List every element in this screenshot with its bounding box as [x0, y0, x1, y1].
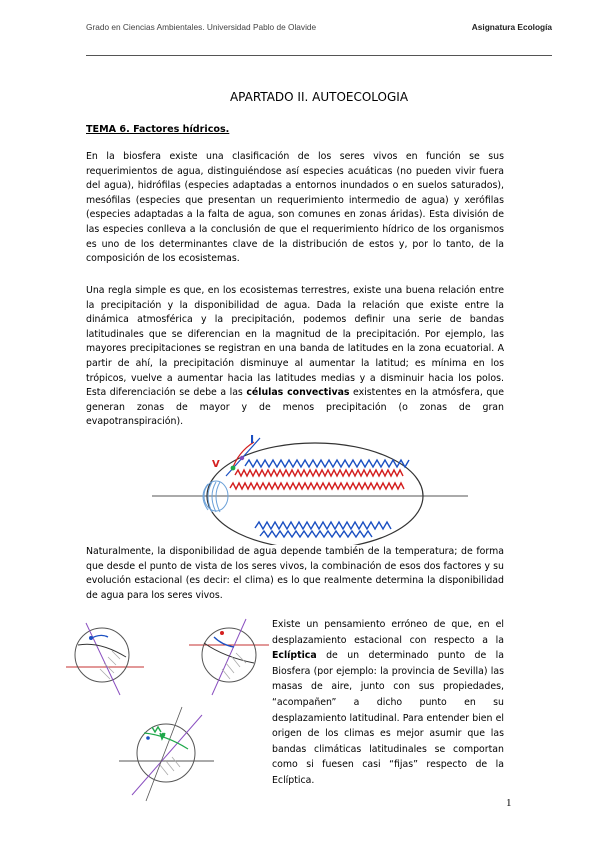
paragraph-ecliptic-text: Existe un pensamiento erróneo de que, en el desplazamiento estacional con respecto a la	[272, 619, 504, 646]
paragraph-precipitation	[86, 284, 504, 430]
seasonal-globes-figure	[64, 605, 269, 805]
paragraph-precipitation-text: Una regla simple es que, en los ecosistemas terrestres, existe una buena relación entre la precipitación y la disponibilidad de agua. Dada la relación que existe entre la dinámica atmosférica y la precipitación, podemos definir una serie de bandas latitudinales que se diferencian en la magnitud de la precipitación. Por ejemplo, las mayores precipitaciones se registran en una banda de latitudes en la zona ecuatorial. A partir de ahí, la precipitación disminuye al aumentar la latitud; es mínima en los trópicos, vuelve a aumentar hacia las latitudes medias y a disminuir hacia los polos. Esta diferenciación se debe a las	[86, 285, 504, 399]
term-convective-cells: células convectivas	[246, 387, 350, 399]
label-V: V	[212, 459, 220, 470]
paragraph-temperature: Naturalmente, la disponibilidad de agua depende también de la temperatura; de forma que desde el punto de vista de los seres vivos, la combinación de esos dos factores y su evolución estacional (es decir: el clima) es lo que realmente determina la disponibilidad de agua para los seres vivos.	[86, 546, 504, 601]
paragraph-ecliptic-text-end: de un determinado punto de la Biosfera (por ejemplo: la provincia de Sevilla) las masas de aire, junto con sus propiedades, “acompañen” a dicho punto en su desplazamiento latitudinal. Para entender bien el origen de los climas es mejor asumir que las bandas climáticas latitudinales se comportan como si fuesen casi “fijas” respecto de la Eclíptica.	[272, 650, 504, 786]
globe-left	[66, 623, 144, 695]
header-subject: Asignatura Ecología	[471, 22, 552, 32]
convection-globe-figure	[150, 430, 470, 545]
term-ecliptic: Eclíptica	[272, 650, 317, 662]
paragraph-ecliptic	[272, 617, 504, 789]
header-course: Grado en Ciencias Ambientales. Universidad Pablo de Olavide	[86, 22, 317, 32]
page-number: 1	[506, 797, 512, 809]
globe-bottom	[119, 707, 214, 801]
section-title: APARTADO II. AUTOECOLOGIA	[229, 90, 409, 104]
topic-title: TEMA 6. Factores hídricos.	[86, 124, 230, 135]
globe-right	[189, 619, 269, 695]
header-rule	[86, 55, 552, 56]
paragraph-water-requirements: En la biosfera existe una clasificación de los seres vivos en función se sus requerimientos de agua, distinguiéndose así especies acuáticas (no pueden vivir fuera del agua), hidrófilas (especies adaptadas a entornos inundados o en suelos saturados), mesófilas (especies que presentan un requerimiento intermedio de agua) y xerófilas (especies adaptadas a la falta de agua, son comunes en zonas áridas). Esta división de las especies conlleva a la conclusión de que el requerimiento hídrico de los organismos es uno de los determinantes clave de la distribución de estos y, por lo tanto, de la composición de los ecosistemas.	[86, 151, 504, 265]
label-I: I	[250, 433, 255, 446]
paragraph-precipitation-text-end: existentes en la atmósfera, que generan zonas de mayor y de menos precipitación (o zonas de gran evapotranspiración).	[86, 387, 504, 428]
